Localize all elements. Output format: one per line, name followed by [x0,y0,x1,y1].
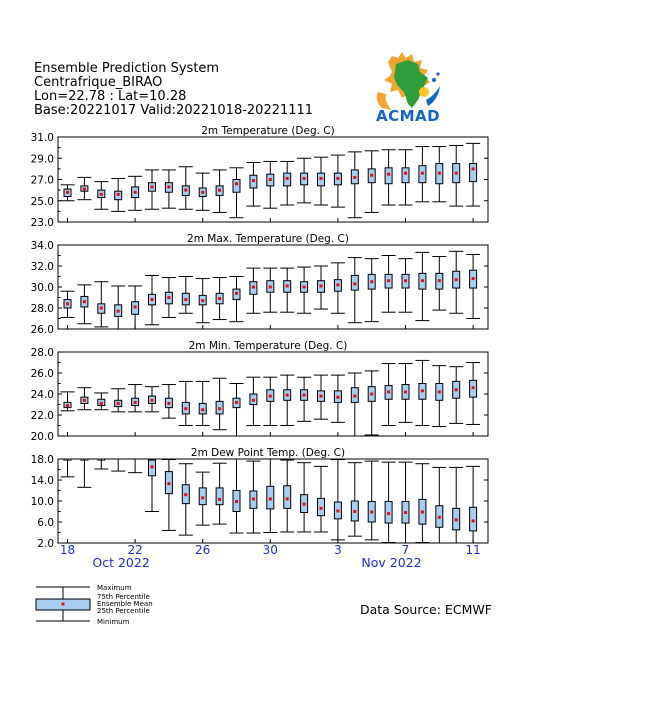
y-tick-label: 10.0 [30,496,54,508]
box-day-8 [415,464,429,543]
mean-marker [336,509,339,512]
mean-marker [83,188,86,191]
data-source: Data Source: ECMWF [360,602,492,617]
box-day-1 [297,158,311,203]
iqr-box [402,168,409,183]
legend-minimum-label: Minimum [97,618,130,626]
y-tick-label: 6.0 [37,517,54,529]
mean-marker [117,402,120,405]
iqr-box [470,507,477,531]
mean-marker [83,300,86,303]
iqr-box [216,488,223,505]
header-line-2: Centrafrique_BIRAO [34,75,163,90]
box-day-21 [111,454,125,471]
legend-p25-label: 25th Percentile [97,607,150,615]
mean-marker [387,512,390,515]
x-tick-label: 26 [195,543,211,557]
mean-marker [252,286,255,289]
y-tick-label: 34.0 [30,240,54,252]
y-tick-label: 20.0 [30,431,54,443]
box-day-8 [415,147,429,202]
box-day-27 [213,463,227,524]
y-tick-label: 29.0 [30,153,54,166]
mean-marker [269,178,272,181]
mean-marker [252,399,255,402]
y-tick-label: 28.0 [30,303,54,315]
box-day-28 [230,458,244,533]
y-tick-label: 32.0 [30,261,54,273]
box-day-23 [145,387,159,412]
mean-marker [117,310,120,313]
box-day-30 [263,161,277,208]
mean-marker [167,402,170,405]
mean-marker [336,396,339,399]
box-day-25 [179,381,193,425]
mean-marker [235,500,238,503]
box-series [61,251,481,330]
mean-marker [370,280,373,283]
mean-marker [100,307,103,310]
mean-marker [269,286,272,289]
mean-marker [455,172,458,175]
sun-disc [419,87,429,97]
box-day-2 [314,375,328,419]
panel-title: 2m Max. Temperature (Deg. C) [187,233,349,245]
box-day-29 [246,377,260,425]
mean-marker [66,191,69,194]
box-day-5 [365,461,379,540]
mean-marker [472,386,475,389]
box-day-28 [230,168,244,218]
mean-marker [151,185,154,188]
box-day-25 [179,464,193,535]
mean-marker [167,482,170,485]
logo-text: ACMAD [376,107,441,125]
mean-marker [100,402,103,405]
box-day-24 [162,170,176,208]
mean-marker [151,465,154,468]
mean-marker [303,177,306,180]
mean-marker [151,298,154,301]
mean-marker [404,511,407,514]
x-tick-label: 11 [465,543,481,557]
mean-marker [404,172,407,175]
box-day-28 [230,384,244,439]
x-tick-label: 22 [127,543,143,557]
box-day-2 [314,466,328,532]
mean-marker [117,193,120,196]
box-day-29 [246,461,260,533]
box-day-20 [94,182,108,210]
box-day-1 [297,377,311,421]
mean-marker [201,408,204,411]
mean-marker [472,277,475,280]
iqr-box [132,455,139,459]
mean-marker [286,497,289,500]
box-day-22 [128,454,142,473]
box-day-21 [111,178,125,211]
box-day-3 [331,155,345,207]
box-day-24 [162,385,176,419]
box-day-19 [77,285,91,324]
chart-header [34,61,313,118]
mean-marker [100,193,103,196]
mean-marker [100,456,103,459]
box-day-2 [314,266,328,309]
panel-1 [31,125,488,229]
mean-marker [353,282,356,285]
mean-marker [286,177,289,180]
box-day-1 [297,463,311,532]
box-day-27 [213,170,227,213]
y-tick-label: 24.0 [30,389,54,401]
box-day-9 [432,147,446,202]
legend-mean-marker [62,603,65,606]
month-label: Nov 2022 [361,555,422,570]
panel-title: 2m Temperature (Deg. C) [201,125,335,137]
mean-marker [286,394,289,397]
mean-marker [370,174,373,177]
mean-marker [320,177,323,180]
mean-marker [117,455,120,458]
iqr-box [115,455,122,459]
africa-map-sun-icon [377,52,440,110]
month-label: Oct 2022 [92,555,150,570]
mean-marker [320,284,323,287]
mean-marker [370,393,373,396]
y-tick-label: 28.0 [30,347,54,359]
mean-marker [455,278,458,281]
box-day-20 [94,282,108,327]
box-day-18 [61,392,75,411]
box-day-22 [128,385,142,412]
box-day-21 [111,389,125,412]
box-day-8 [415,360,429,425]
box-series [61,454,481,547]
box-day-6 [382,364,396,426]
mean-marker [303,286,306,289]
mean-marker [66,404,69,407]
box-day-10 [449,146,463,207]
box-day-30 [263,268,277,312]
panel-4 [31,447,488,550]
mean-marker [438,516,441,519]
mean-marker [404,279,407,282]
mean-marker [303,503,306,506]
mean-marker [167,296,170,299]
box-day-11 [466,466,480,546]
y-tick-label: 27.0 [30,174,54,187]
box-series [61,360,481,440]
mean-marker [218,498,221,501]
drop-1 [432,78,436,82]
box-day-5 [365,151,379,213]
panel-3 [31,340,488,443]
africa-shape [394,60,428,108]
box-series [61,143,481,217]
box-day-9 [432,366,446,427]
mean-marker [83,399,86,402]
box-day-3 [331,460,345,540]
box-day-11 [466,143,480,206]
header-line-1: Ensemble Prediction System [34,61,220,76]
panel-2 [31,233,488,336]
mean-marker [421,389,424,392]
iqr-box [470,164,477,182]
mean-marker [336,283,339,286]
box-day-31 [280,460,294,532]
box-day-25 [179,277,193,314]
iqr-box [233,180,240,193]
mean-marker [421,172,424,175]
iqr-box [199,488,206,505]
box-day-4 [348,258,362,323]
x-axis-labels [60,543,481,570]
box-day-6 [382,150,396,205]
y-tick-label: 2.0 [37,538,54,550]
box-day-19 [77,388,91,410]
box-day-10 [449,367,463,424]
box-day-23 [145,275,159,324]
box-day-1 [297,267,311,313]
box-day-25 [179,167,193,210]
box-day-3 [331,375,345,422]
box-day-26 [196,472,210,525]
y-tick-label: 18.0 [30,454,54,466]
box-day-18 [61,454,75,477]
mean-marker [218,407,221,410]
box-day-31 [280,375,294,425]
box-day-11 [466,254,480,318]
mean-marker [353,176,356,179]
mean-marker [387,390,390,393]
box-day-11 [466,363,480,425]
box-day-6 [382,256,396,313]
box-day-27 [213,378,227,429]
mean-marker [387,279,390,282]
box-day-29 [246,268,260,313]
panel-title: 2m Dew Point Temp. (Deg. C) [190,447,346,459]
iqr-box [284,486,291,509]
box-day-30 [263,377,277,425]
box-day-7 [399,150,413,205]
mean-marker [320,395,323,398]
x-tick-label: 30 [262,543,278,557]
mean-marker [201,299,204,302]
legend [36,584,153,626]
acmad-logo [376,52,440,125]
y-tick-label: 25.0 [30,195,54,208]
y-tick-label: 23.0 [30,217,54,229]
box-day-22 [128,286,142,329]
mean-marker [184,407,187,410]
mean-marker [134,305,137,308]
mean-marker [184,189,187,192]
box-day-24 [162,460,176,531]
box-day-9 [432,257,446,311]
mean-marker [404,390,407,393]
box-day-4 [348,373,362,440]
mean-marker [438,172,441,175]
mean-marker [151,399,154,402]
box-day-29 [246,163,260,207]
box-day-2 [314,157,328,205]
y-tick-label: 26.0 [30,324,54,336]
iqr-box [385,168,392,184]
header-line-3: Lon=22.78 : Lat=10.28 [34,89,187,104]
box-day-23 [145,170,159,209]
drop-2 [436,72,439,75]
mean-marker [235,182,238,185]
mean-marker [201,191,204,194]
box-day-23 [145,454,159,512]
box-day-3 [331,263,345,313]
box-day-4 [348,463,362,537]
y-tick-label: 30.0 [30,282,54,294]
mean-marker [472,167,475,170]
y-tick-label: 14.0 [30,475,54,487]
box-day-10 [449,251,463,313]
box-day-21 [111,286,125,330]
box-day-31 [280,161,294,205]
mean-marker [336,177,339,180]
box-day-7 [399,259,413,313]
box-day-6 [382,462,396,542]
mean-marker [421,279,424,282]
mean-marker [66,302,69,305]
box-day-31 [280,268,294,312]
box-day-27 [213,278,227,320]
box-day-26 [196,279,210,323]
box-day-10 [449,467,463,545]
x-tick-label: 18 [59,543,76,557]
mean-marker [353,395,356,398]
box-day-5 [365,259,379,322]
box-day-24 [162,278,176,318]
legend-mean-label: Ensemble Mean [97,600,153,608]
legend-maximum-label: Maximum [97,584,132,592]
chart-panels [31,125,488,570]
mean-marker [438,390,441,393]
mean-marker [66,456,69,459]
mean-marker [235,401,238,404]
box-day-22 [128,176,142,210]
y-tick-label: 22.0 [30,410,54,422]
box-day-5 [365,371,379,435]
mean-marker [438,279,441,282]
box-day-20 [94,393,108,410]
mean-marker [421,511,424,514]
mean-marker [235,292,238,295]
mean-marker [286,284,289,287]
mean-marker [303,394,306,397]
mean-marker [134,455,137,458]
mean-marker [455,388,458,391]
mean-marker [167,185,170,188]
box-day-4 [348,152,362,218]
mean-marker [218,189,221,192]
mean-marker [472,519,475,522]
box-day-26 [196,173,210,210]
mean-marker [184,298,187,301]
y-tick-label: 26.0 [30,368,54,380]
box-day-18 [61,291,75,317]
box-day-7 [399,462,413,543]
mean-marker [252,497,255,500]
mean-marker [134,401,137,404]
mean-marker [370,511,373,514]
mean-marker [218,297,221,300]
mean-marker [269,497,272,500]
mean-marker [201,496,204,499]
x-tick-label: 7 [401,543,410,557]
mean-marker [83,456,86,459]
box-day-30 [263,459,277,533]
x-tick-label: 3 [334,543,342,557]
box-day-18 [61,185,75,201]
mean-marker [269,395,272,398]
mean-marker [184,493,187,496]
mean-marker [252,179,255,182]
box-day-26 [196,381,210,425]
mean-marker [134,191,137,194]
box-day-9 [432,467,446,543]
swoosh-right [426,86,440,106]
mean-marker [320,507,323,510]
y-tick-label: 31.0 [30,132,54,144]
box-day-7 [399,364,413,423]
box-day-8 [415,252,429,320]
panel-title: 2m Min. Temperature (Deg. C) [188,340,348,352]
box-day-28 [230,277,244,322]
mean-marker [353,510,356,513]
legend-p75-label: 75th Percentile [97,593,150,601]
box-day-20 [94,454,108,469]
mean-marker [387,173,390,176]
box-day-19 [77,177,91,199]
mean-marker [455,518,458,521]
header-line-4: Base:20221017 Valid:20221018-20221111 [34,103,314,118]
